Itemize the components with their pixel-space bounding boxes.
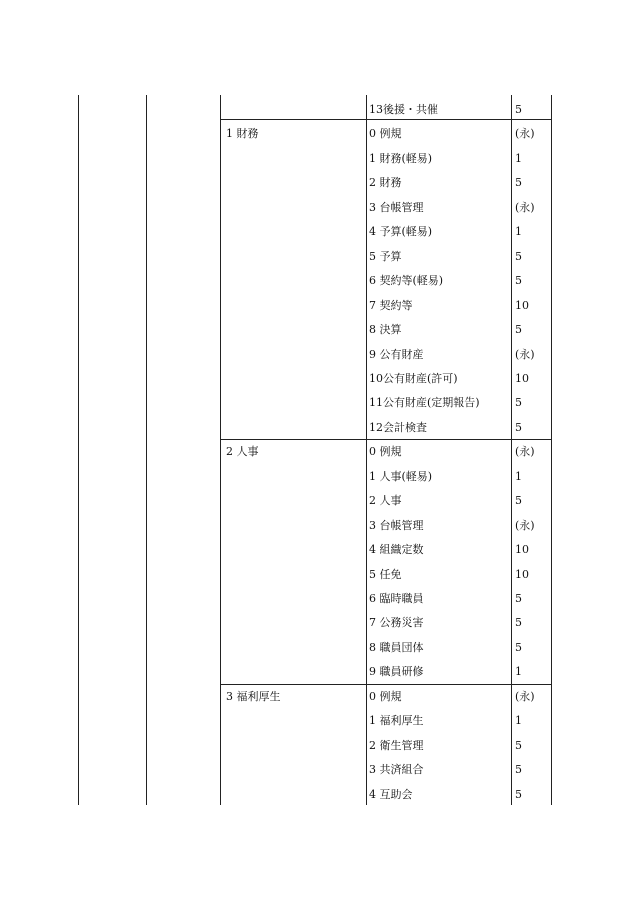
retention-period-cell: 5: [515, 788, 522, 801]
column-divider: [146, 95, 147, 805]
item-cell: 4 予算(軽易): [369, 225, 433, 238]
column-divider: [220, 95, 221, 805]
retention-period-cell: 5: [515, 641, 522, 654]
item-cell: 4 組織定数: [369, 543, 424, 556]
column-divider: [551, 95, 552, 805]
item-cell: 8 決算: [369, 323, 402, 336]
retention-period-cell: 5: [515, 763, 522, 776]
retention-period-cell: 1: [515, 665, 522, 678]
item-cell: 9 公有財産: [369, 348, 424, 361]
item-cell: 1 財務(軽易): [369, 152, 433, 165]
row-divider: [220, 439, 551, 440]
retention-period-cell: 5: [515, 616, 522, 629]
retention-period-cell: 10: [515, 568, 529, 581]
item-cell: 7 公務災害: [369, 616, 424, 629]
retention-period-cell: 5: [515, 421, 522, 434]
item-cell: 9 職員研修: [369, 665, 424, 678]
retention-period-cell: 1: [515, 225, 522, 238]
item-cell: 12会計検査: [369, 421, 427, 434]
retention-period-cell: (永): [515, 127, 535, 140]
retention-period-cell: 5: [515, 250, 522, 263]
category-cell: 2 人事: [226, 445, 259, 458]
retention-period-cell: 5: [515, 176, 522, 189]
item-cell: 3 台帳管理: [369, 519, 424, 532]
column-divider: [366, 95, 367, 805]
item-cell: 5 任免: [369, 568, 402, 581]
retention-period-cell: (永): [515, 348, 535, 361]
column-divider: [511, 95, 512, 805]
item-cell: 0 例規: [369, 127, 402, 140]
item-cell: 13後援・共催: [369, 103, 438, 116]
item-cell: 11公有財産(定期報告): [369, 396, 480, 409]
column-divider: [78, 95, 79, 805]
retention-period-cell: (永): [515, 201, 535, 214]
category-cell: 1 財務: [226, 127, 259, 140]
item-cell: 10公有財産(許可): [369, 372, 458, 385]
retention-period-cell: 5: [515, 274, 522, 287]
retention-period-cell: 5: [515, 739, 522, 752]
item-cell: 8 職員団体: [369, 641, 424, 654]
row-divider: [220, 119, 551, 120]
item-cell: 4 互助会: [369, 788, 413, 801]
retention-period-cell: 10: [515, 543, 529, 556]
retention-period-cell: 10: [515, 299, 529, 312]
retention-period-cell: 1: [515, 714, 522, 727]
item-cell: 0 例規: [369, 690, 402, 703]
category-cell: 3 福利厚生: [226, 690, 281, 703]
retention-period-cell: (永): [515, 445, 535, 458]
item-cell: 1 福利厚生: [369, 714, 424, 727]
retention-period-cell: 5: [515, 592, 522, 605]
item-cell: 3 共済組合: [369, 763, 424, 776]
item-cell: 0 例規: [369, 445, 402, 458]
row-divider: [220, 684, 551, 685]
retention-period-cell: (永): [515, 690, 535, 703]
retention-period-cell: 5: [515, 103, 522, 116]
item-cell: 2 衛生管理: [369, 739, 424, 752]
item-cell: 2 財務: [369, 176, 402, 189]
retention-period-cell: (永): [515, 519, 535, 532]
item-cell: 7 契約等: [369, 299, 413, 312]
item-cell: 6 臨時職員: [369, 592, 424, 605]
item-cell: 6 契約等(軽易): [369, 274, 444, 287]
item-cell: 3 台帳管理: [369, 201, 424, 214]
retention-period-cell: 5: [515, 323, 522, 336]
item-cell: 1 人事(軽易): [369, 470, 433, 483]
retention-period-cell: 5: [515, 396, 522, 409]
item-cell: 5 予算: [369, 250, 402, 263]
retention-period-cell: 1: [515, 470, 522, 483]
item-cell: 2 人事: [369, 494, 402, 507]
retention-period-cell: 1: [515, 152, 522, 165]
retention-period-cell: 10: [515, 372, 529, 385]
retention-period-cell: 5: [515, 494, 522, 507]
